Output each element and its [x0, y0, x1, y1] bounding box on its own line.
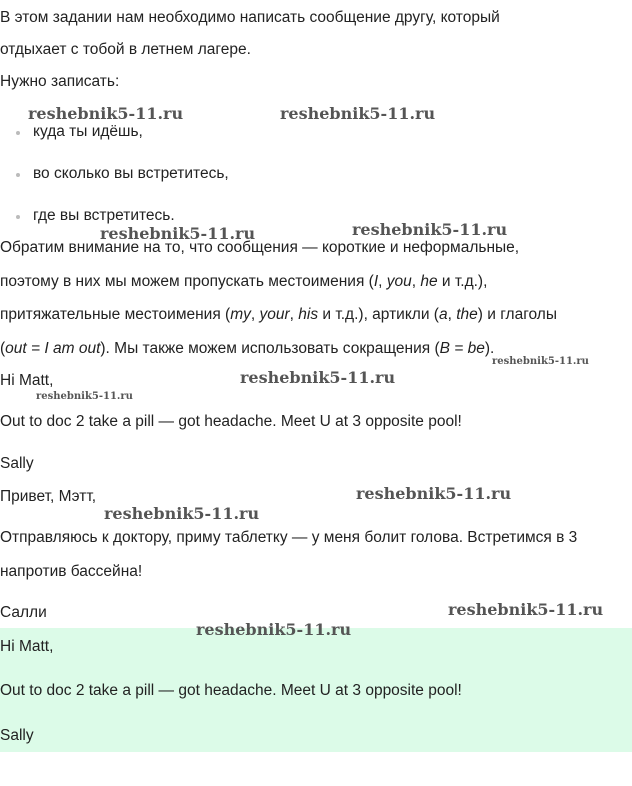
translation-body-line-1: Отправляюсь к доктору, приму таблетку — у меня болит голова. Встретимся в 3	[0, 529, 578, 546]
explanation-line-3: притяжательные местоимения (my, your, his и т.д.), артикли (a, the) и глаголы	[0, 306, 557, 323]
intro-line-1: В этом задании нам необходимо написать сообщение другу, который	[0, 9, 500, 26]
watermark: reshebnik5-11.ru	[448, 600, 604, 619]
watermark: reshebnik5-11.ru	[36, 391, 133, 402]
bullet-dot	[16, 173, 20, 177]
watermark: reshebnik5-11.ru	[356, 484, 512, 503]
explanation-line-2: поэтому в них мы можем пропускать местоимения (I, you, he и т.д.),	[0, 273, 488, 290]
list-item: во сколько вы встретитесь,	[33, 165, 229, 182]
translation-body-line-2: напротив бассейна!	[0, 563, 143, 580]
answer-signature: Sally	[0, 727, 34, 744]
explanation-line-4: (out = I am out). Мы также можем использовать сокращения (B = be).	[0, 340, 495, 357]
watermark: reshebnik5-11.ru	[196, 620, 352, 639]
watermark: reshebnik5-11.ru	[240, 368, 396, 387]
watermark: reshebnik5-11.ru	[492, 356, 589, 367]
intro-line-2: отдыхает с тобой в летнем лагере.	[0, 41, 251, 58]
message-body: Out to doc 2 take a pill — got headache. Meet U at 3 opposite pool!	[0, 413, 462, 430]
message-greeting: Hi Matt,	[0, 372, 54, 389]
watermark: reshebnik5-11.ru	[28, 104, 184, 123]
bullet-dot	[16, 131, 20, 135]
translation-greeting: Привет, Мэтт,	[0, 488, 97, 505]
list-item: куда ты идёшь,	[33, 123, 143, 140]
intro-line-3: Нужно записать:	[0, 73, 120, 90]
translation-signature: Салли	[0, 604, 47, 621]
watermark: reshebnik5-11.ru	[100, 224, 256, 243]
bullet-dot	[16, 215, 20, 219]
list-item: где вы встретитесь.	[33, 207, 175, 224]
watermark: reshebnik5-11.ru	[352, 220, 508, 239]
watermark: reshebnik5-11.ru	[104, 504, 260, 523]
message-signature: Sally	[0, 455, 34, 472]
explanation-line-1: Обратим внимание на то, что сообщения — короткие и неформальные,	[0, 239, 520, 256]
answer-box	[0, 628, 632, 752]
answer-body: Out to doc 2 take a pill — got headache. Meet U at 3 opposite pool!	[0, 682, 462, 699]
watermark: reshebnik5-11.ru	[280, 104, 436, 123]
answer-greeting: Hi Matt,	[0, 638, 54, 655]
